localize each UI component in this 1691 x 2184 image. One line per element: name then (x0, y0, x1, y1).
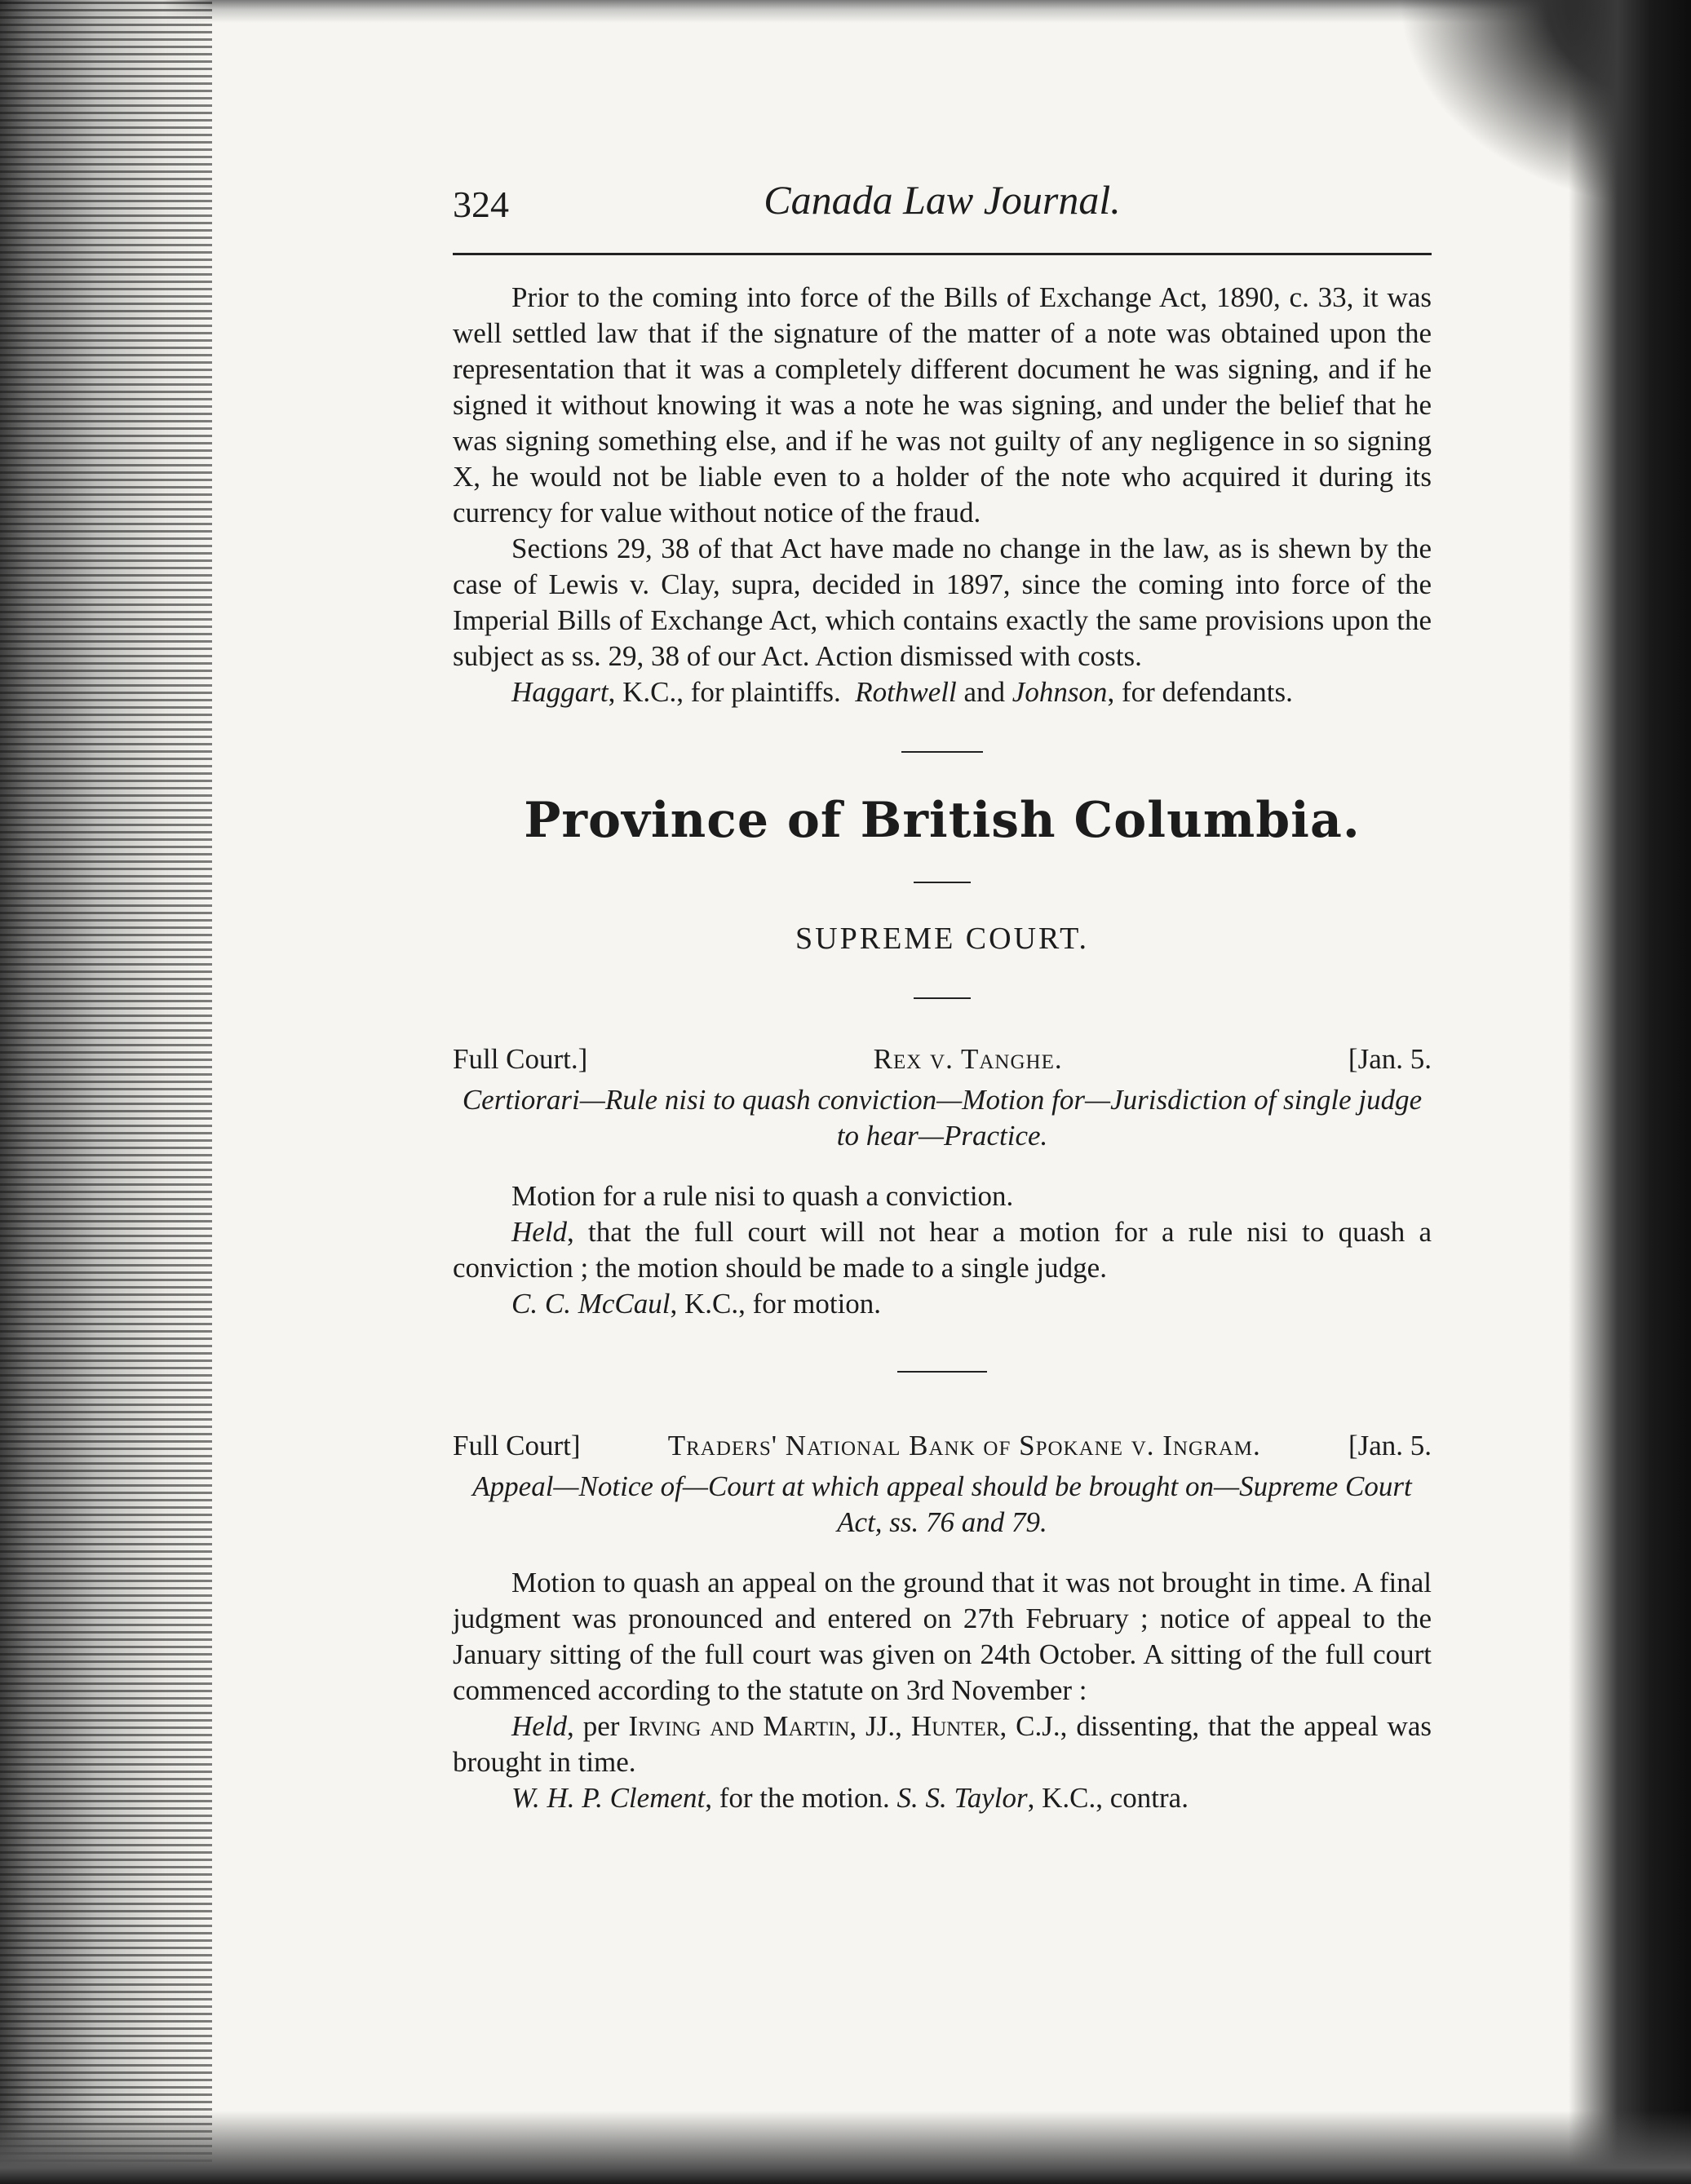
opening-paragraph-1: Prior to the coming into force of the Bills of Exchange Act, 1890, c. 33, it was well settled law that if the signature of the matter of a note was obtained upon the representation that it was a completely different document he was signing, and if he signed it without knowing it was a note he was signing, and under the belief that he was signing something else, and if he was not guilty of any negligence in so signing X, he would not be liable even to a holder of the note who acquired it during its currency for value without notice of the fraud. (453, 281, 1432, 528)
held-text: , that the full court will not hear a motion for a rule nisi to quash a conviction ; the motion should be made to a single judge. (453, 1216, 1432, 1284)
plaintiff-counsel: Haggart (511, 676, 609, 708)
page-number: 324 (453, 183, 509, 225)
case-2-court: Full Court] (453, 1430, 581, 1461)
case-2-counsel (453, 1780, 1432, 1816)
case-1-date: [Jan. 5. (1348, 1043, 1432, 1075)
defendant-counsel-1: Rothwell (855, 676, 957, 708)
journal-page (453, 163, 1432, 1816)
scan-edge-right (1569, 0, 1691, 2184)
counsel-name: C. C. McCaul (511, 1288, 671, 1320)
journal-title: Canada Law Journal. (764, 177, 1121, 223)
case-divider (897, 1371, 987, 1373)
heading-divider (914, 882, 971, 883)
scan-edge-left (0, 0, 212, 2184)
counsel-1-suffix: , for the motion. (705, 1782, 897, 1814)
case-2-header (453, 1430, 1432, 1462)
case-1-header (453, 1043, 1432, 1076)
case-1-counsel (453, 1286, 1432, 1322)
case-2-date: [Jan. 5. (1348, 1430, 1432, 1461)
held-text: , dissenting, that the appeal was brought in time. (453, 1710, 1432, 1778)
defendant-suffix: , for defendants. (1107, 676, 1293, 708)
held-label: Held (511, 1216, 568, 1248)
held-label: Held (511, 1710, 568, 1742)
defendant-counsel-2: Johnson (1012, 676, 1108, 708)
counsel-2: S. S. Taylor (896, 1782, 1028, 1814)
province-heading: Province of British Columbia. (524, 792, 1361, 849)
case-2-paragraph: Motion to quash an appeal on the ground that it was not brought in time. A final judgment was pronounced and entered on 27th February ; notice of appeal to the January sitting of the full court was given on 24th October. A sitting of the full court commenced according to the statute on 3rd November : (453, 1567, 1432, 1706)
case-1-catchwords: Certiorari—Rule nisi to quash conviction—Motion for—Jurisdiction of single judge to hear—Practice. (462, 1084, 1423, 1152)
scan-edge-bottom (0, 2111, 1691, 2184)
running-head (453, 163, 1432, 255)
case-1-name: Rex v. Tanghe. (873, 1043, 1063, 1075)
counsel-1: W. H. P. Clement (511, 1782, 706, 1814)
court-divider (914, 997, 971, 999)
case-2-name: Traders' National Bank of Spokane v. Ingram. (667, 1430, 1261, 1461)
section-divider (901, 751, 983, 753)
judges: Irving and Martin, JJ., Hunter, C.J. (628, 1710, 1060, 1742)
counsel-2-suffix: , K.C., contra. (1027, 1782, 1189, 1814)
case-2-held (453, 1709, 1432, 1780)
case-1-held (453, 1214, 1432, 1286)
court-heading: SUPREME COURT. (795, 922, 1089, 956)
case-1-paragraph: Motion for a rule nisi to quash a conviction. (511, 1180, 1014, 1212)
held-per: , per (567, 1710, 629, 1742)
case-1-court: Full Court.] (453, 1043, 588, 1075)
and-word: and (956, 676, 1012, 708)
case-2-catchwords: Appeal—Notice of—Court at which appeal should be brought on—Supreme Court Act, ss. 76 and 79. (472, 1470, 1412, 1538)
opening-paragraph-2: Sections 29, 38 of that Act have made no change in the law, as is shewn by the case of Lewis v. Clay, supra, decided in 1897, since the coming into force of the Imperial Bills of Exchange Act, which contains exactly the same provisions upon the subject as ss. 29, 38 of our Act. Action dismissed with costs. (453, 533, 1432, 672)
plaintiff-suffix: , K.C., for plaintiffs. (608, 676, 841, 708)
opening-counsel-line (453, 674, 1432, 710)
counsel-suffix: , K.C., for motion. (670, 1288, 882, 1320)
